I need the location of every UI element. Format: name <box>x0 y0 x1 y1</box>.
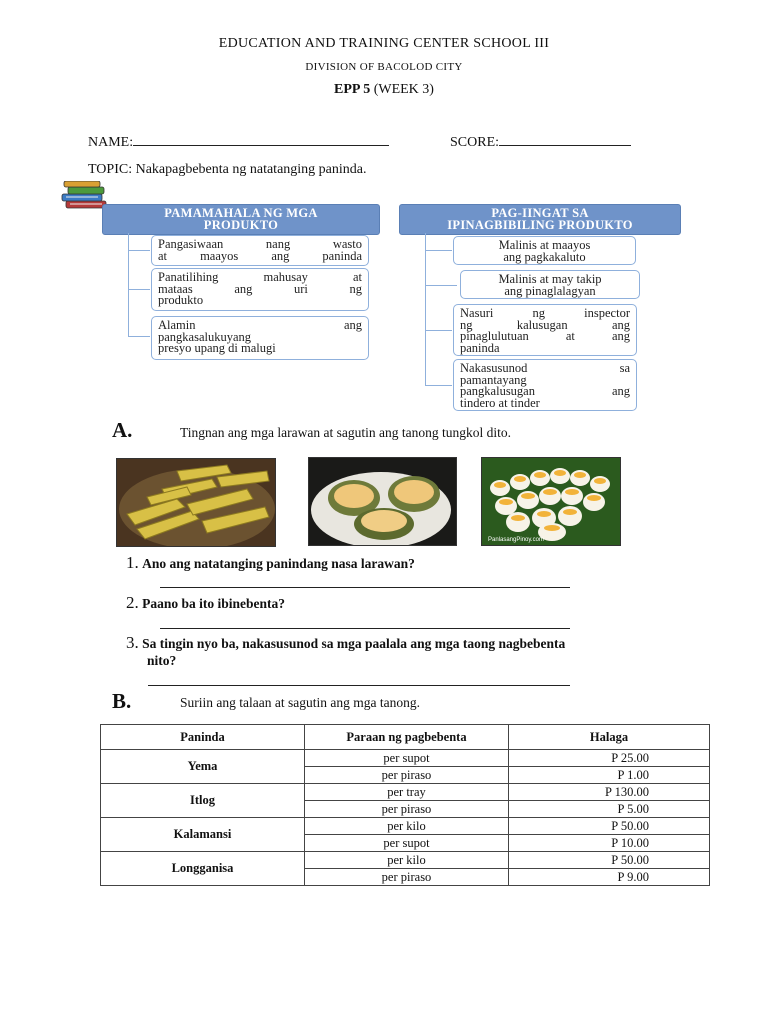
right-item-2-line-1: Malinis at may takip <box>498 272 602 286</box>
item-cell: Longganisa <box>101 852 305 886</box>
price-cell: P 10.00 <box>509 835 710 852</box>
right-branch-2 <box>425 285 457 286</box>
right-item-3-line-3: pinaglulutuan at ang <box>460 329 630 343</box>
item-cell: Kalamansi <box>101 818 305 852</box>
table-row <box>101 852 710 869</box>
right-branch-4 <box>425 385 452 386</box>
section-b-instruction: Suriin ang talaan at sagutin ang mga tanong. <box>180 695 420 710</box>
right-branch-1 <box>425 250 452 251</box>
left-diagram-title <box>102 204 380 235</box>
table-row <box>101 818 710 835</box>
right-item-4-line-4: tindero at tinder <box>460 395 540 410</box>
suman-photo <box>116 458 276 547</box>
right-item-2 <box>460 270 640 299</box>
name-field <box>88 135 389 151</box>
right-item-3-line-4: paninda <box>460 340 500 355</box>
price-cell: P 50.00 <box>509 818 710 835</box>
puto-cheese-photo <box>481 457 621 546</box>
method-cell: per kilo <box>305 818 509 835</box>
right-connector <box>425 233 426 385</box>
table-row <box>101 784 710 801</box>
right-item-1 <box>453 236 636 265</box>
question-2-number: 2. <box>126 593 139 612</box>
left-title-line-2: PRODUKTO <box>203 218 279 232</box>
answer-line-2[interactable] <box>160 628 570 629</box>
method-cell: per tray <box>305 784 509 801</box>
school-name: EDUCATION AND TRAINING CENTER SCHOOL III <box>218 36 550 51</box>
price-cell: P 5.00 <box>509 801 710 818</box>
header-paraan: Paraan ng pagbebenta <box>305 725 509 750</box>
puto-photo <box>308 457 457 546</box>
question-3-number: 3. <box>126 633 139 652</box>
right-diagram-title <box>399 204 681 235</box>
answer-line-1[interactable] <box>160 587 570 588</box>
method-cell: per piraso <box>305 767 509 784</box>
week-label: (WEEK 3) <box>373 82 434 97</box>
right-item-3-line-2: ng kalusugan ang <box>460 317 630 332</box>
right-title-line-2: IPINAGBIBILING PRODUKTO <box>447 218 633 232</box>
item-cell: Yema <box>101 750 305 784</box>
left-connector <box>128 233 129 336</box>
price-cell: P 9.00 <box>509 869 710 886</box>
price-cell: P 25.00 <box>509 750 710 767</box>
subject-code: EPP 5 <box>334 82 371 97</box>
topic-line: TOPIC: Nakapagbebenta ng natatanging paninda. <box>88 162 367 177</box>
score-label: SCORE: <box>450 135 500 150</box>
price-cell: P 130.00 <box>509 784 710 801</box>
question-3-text: Sa tingin nyo ba, nakasusunod sa mga paalala ang mga taong nagbebenta <box>142 636 566 651</box>
section-a-letter: A. <box>112 418 133 442</box>
right-item-4 <box>453 359 637 411</box>
right-title-line-1: PAG-IINGAT SA <box>491 206 589 220</box>
question-1-number: 1. <box>126 553 139 572</box>
right-item-4-line-2: pamantayang <box>460 372 527 387</box>
photo-watermark: PanlasangPinoy.com <box>488 537 544 543</box>
question-2 <box>126 593 285 613</box>
question-3-continued: nito? <box>147 653 177 668</box>
right-item-1-line-1: Malinis at maayos <box>498 238 591 252</box>
header-halaga: Halaga <box>509 725 710 750</box>
table-row <box>101 750 710 767</box>
right-item-3 <box>453 304 637 356</box>
right-item-2-line-2: ang pinaglalagyan <box>504 283 596 298</box>
method-cell: per supot <box>305 750 509 767</box>
right-item-4-line-3: pangkalusugan ang <box>460 384 630 398</box>
left-item-2-line-3: produkto <box>158 293 204 307</box>
left-branch-2 <box>128 289 150 290</box>
question-3 <box>126 633 565 653</box>
section-a-instruction: Tingnan ang mga larawan at sagutin ang tanong tungkol dito. <box>180 425 511 440</box>
method-cell: per piraso <box>305 869 509 886</box>
division-name: DIVISION OF BACOLOD CITY <box>305 61 463 73</box>
item-cell: Itlog <box>101 784 305 818</box>
left-item-2-line-2: mataas ang uri ng <box>158 281 362 296</box>
section-b-letter: B. <box>112 689 132 713</box>
left-branch-1 <box>128 250 150 251</box>
right-item-3-line-1: Nasuri ng inspector <box>460 306 630 320</box>
score-field <box>450 135 631 151</box>
left-item-3-line-1: Alamin ang <box>158 318 362 332</box>
subject-title <box>0 82 768 98</box>
left-item-2 <box>151 268 369 311</box>
question-1-text: Ano ang natatanging panindang nasa larawan? <box>142 556 415 571</box>
question-2-text: Paano ba ito ibinebenta? <box>142 596 286 611</box>
left-branch-3 <box>128 336 150 337</box>
left-item-3-line-3: presyo upang di malugi <box>158 341 276 355</box>
left-item-1 <box>151 235 369 266</box>
left-item-2-line-1: Panatilihing mahusay at <box>158 270 362 284</box>
left-item-3-line-2: pangkasalukuyang <box>158 329 252 344</box>
answer-line-3[interactable] <box>148 685 570 686</box>
price-cell: P 50.00 <box>509 852 710 869</box>
name-label: NAME: <box>88 135 134 150</box>
question-1 <box>126 553 415 573</box>
method-cell: per kilo <box>305 852 509 869</box>
left-item-1-line-1: Pangasiwaan nang wasto <box>158 237 362 251</box>
table-header-row <box>101 725 710 750</box>
header-paninda: Paninda <box>101 725 305 750</box>
left-item-3 <box>151 316 369 360</box>
price-cell: P 1.00 <box>509 767 710 784</box>
left-item-1-line-2: at maayos ang paninda <box>158 248 362 263</box>
method-cell: per piraso <box>305 801 509 818</box>
method-cell: per supot <box>305 835 509 852</box>
right-branch-3 <box>425 330 452 331</box>
price-table <box>100 724 710 886</box>
right-item-1-line-2: ang pagkakaluto <box>503 249 586 264</box>
right-item-4-line-1: Nakasusunod sa <box>460 361 630 375</box>
left-title-line-1: PAMAMAHALA NG MGA <box>164 206 318 220</box>
